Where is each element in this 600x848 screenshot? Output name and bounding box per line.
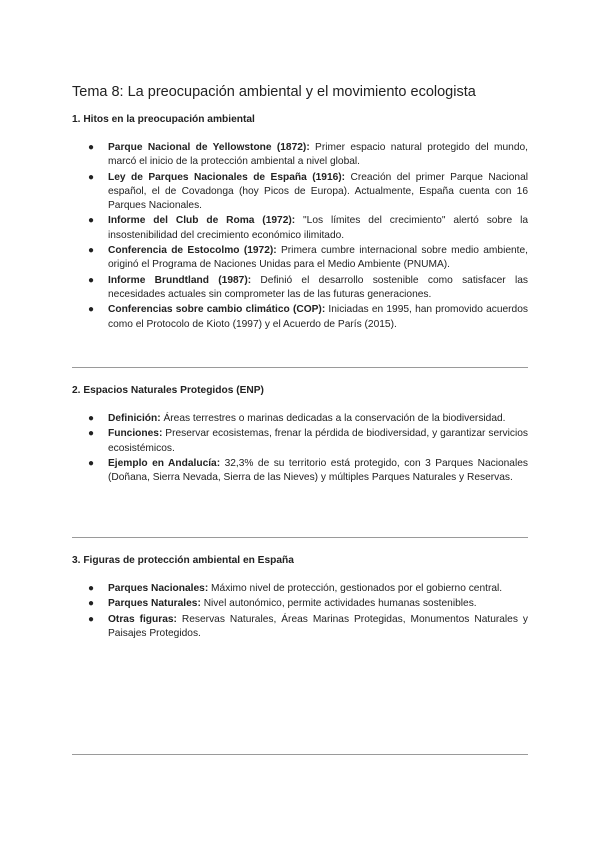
list-item [72,274,528,303]
item-label: Informe del Club de Roma (1972): [108,215,296,227]
item-text: Reservas Naturales, Áreas Marinas Protegidas, Monumentos Naturales y Paisajes Protegidos. [108,613,528,639]
bullet-icon: ● [88,598,95,610]
bullet-icon: ● [88,215,95,227]
item-label: Parque Nacional de Yellowstone (1872): [108,142,310,153]
section-heading: 1. Hitos en la preocupación ambiental [72,114,255,125]
bullet-icon: ● [88,428,95,440]
section-divider [72,537,528,538]
list-item [72,171,528,214]
page-title: Tema 8: La preocupación ambiental y el movimiento ecologista [72,84,476,100]
list-item [72,613,528,642]
item-label: Conferencias sobre cambio climático (COP): [108,304,326,316]
item-label: Otras figuras: [108,613,177,625]
section-heading: 2. Espacios Naturales Protegidos (ENP) [72,385,264,396]
item-text: Primer espacio natural protegido del mundo, marcó el inicio de la protección ambiental a nivel global. [108,142,528,168]
item-label: Parques Naturales: [108,598,201,610]
bullet-icon: ● [88,142,95,153]
list-item [72,582,528,596]
bullet-icon: ● [88,304,95,316]
section-divider [72,754,528,755]
list-item [72,597,528,611]
bullet-list [72,412,528,485]
list-item [72,141,528,170]
bullet-icon: ● [88,613,95,625]
item-text: Preservar ecosistemas, frenar la pérdida de biodiversidad, y garantizar servicios ecosistémicos. [108,428,528,454]
item-label: Conferencia de Estocolmo (1972): [108,245,277,257]
section-figuras [72,555,528,642]
bullet-icon: ● [88,171,95,183]
section-hitos [72,114,528,332]
bullet-list [72,141,528,332]
item-label: Informe Brundtland (1987): [108,274,252,286]
item-text: Creación del primer Parque Nacional español, el de Covadonga (hoy Picos de Europa). Actualmente, España cuenta con 16 Parques Nacionales. [108,171,528,212]
bullet-list [72,582,528,641]
section-heading: 3. Figuras de protección ambiental en España [72,555,294,566]
bullet-icon: ● [88,245,95,257]
item-label: Definición: [108,413,161,424]
item-text: Máximo nivel de protección, gestionados por el gobierno central. [208,583,503,594]
item-text: "Los límites del crecimiento" alertó sobre la insostenibilidad del crecimiento económico ilimitado. [108,215,528,241]
bullet-icon: ● [88,274,95,286]
item-label: Funciones: [108,428,163,440]
item-text: Iniciadas en 1995, han promovido acuerdos como el Protocolo de Kioto (1997) y el Acuerdo de París (2015). [108,304,528,330]
document-page [72,84,528,639]
list-item [72,244,528,273]
item-label: Parques Nacionales: [108,583,209,594]
bullet-icon: ● [88,457,95,469]
list-item [72,214,528,243]
item-text: Nivel autonómico, permite actividades humanas sostenibles. [200,598,477,610]
item-text: Áreas terrestres o marinas dedicadas a la conservación de la biodiversidad. [160,413,506,424]
list-item [72,457,528,486]
list-item [72,303,528,332]
item-text: Primera cumbre internacional sobre medio ambiente, originó el Programa de Naciones Unidas para el Medio Ambiente (PNUMA). [108,245,528,271]
bullet-icon: ● [88,583,95,594]
list-item [72,412,528,426]
section-enp [72,385,528,486]
list-item [72,427,528,456]
item-label: Ejemplo en Andalucía: [108,457,221,469]
bullet-icon: ● [88,413,95,424]
item-text: 32,3% de su territorio está protegido, con 3 Parques Nacionales (Doñana, Sierra Nevada, Sierra de las Nieves) y múltiples Parques Naturales y Reservas. [108,457,528,484]
item-label: Ley de Parques Nacionales de España (1916): [108,171,346,183]
section-divider [72,367,528,368]
item-text: Definió el desarrollo sostenible como satisfacer las necesidades actuales sin comprometer las de las futuras generaciones. [108,274,528,300]
